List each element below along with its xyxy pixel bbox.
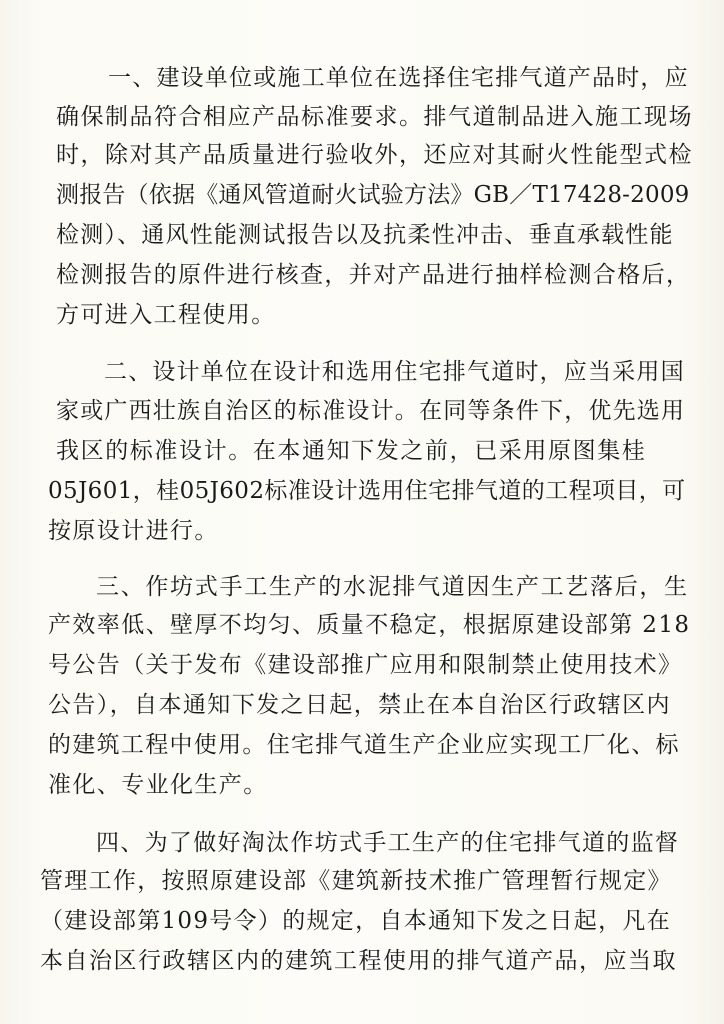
text-line: 05J601，桂05J602标准设计选用住宅排气道的工程项目，可 bbox=[48, 478, 686, 504]
text-line: 检测）、通风性能测试报告以及抗柔性冲击、垂直承载性能 bbox=[56, 222, 674, 248]
text-line: 时，除对其产品质量进行验收外，还应对其耐火性能型式检 bbox=[56, 142, 693, 168]
text-line: 方可进入工程使用。 bbox=[56, 302, 276, 328]
text-line: 号公告（关于发布《建设部推广应用和限制禁止使用技术》 bbox=[48, 652, 683, 678]
text-line: 检测报告的原件进行核查，并对产品进行抽样检测合格后， bbox=[56, 262, 691, 288]
text-line: 三、作坊式手工生产的水泥排气道因生产工艺落后，生 bbox=[96, 574, 689, 600]
text-line: 按原设计进行。 bbox=[48, 518, 219, 544]
text-line: 公告），自本通知下发之日起，禁止在本自治区行政辖区内 bbox=[48, 692, 671, 718]
text-line: 确保制品符合相应产品标准要求。排气道制品进入施工现场 bbox=[56, 104, 693, 130]
text-line: 管理工作，按照原建设部《建筑新技术推广管理暂行规定》 bbox=[40, 868, 672, 894]
text-line: 家或广西壮族自治区的标准设计。在同等条件下，优先选用 bbox=[56, 398, 686, 424]
text-line: 产效率低、壁厚不均匀、质量不稳定，根据原建设部第 218 bbox=[48, 612, 691, 638]
text-line: 我区的标准设计。在本通知下发之前，已采用原图集桂 bbox=[56, 438, 647, 464]
text-line: 二、设计单位在设计和选用住宅排气道时，应当采用国 bbox=[104, 359, 685, 385]
text-line: 的建筑工程中使用。住宅排气道生产企业应实现工厂化、标 bbox=[48, 732, 680, 758]
text-line: 准化、专业化生产。 bbox=[48, 772, 268, 798]
text-line: （建设部第109号令）的规定，自本通知下发之日起，凡在 bbox=[40, 908, 671, 934]
text-line: 一、建设单位或施工单位在选择住宅排气道产品时，应 bbox=[108, 65, 689, 91]
text-line: 测报告（依据《通风管道耐火试验方法》GB／T17428-2009 bbox=[56, 182, 690, 208]
text-line: 四、为了做好淘汰作坊式手工生产的住宅排气道的监督 bbox=[96, 830, 680, 856]
text-line: 本自治区行政辖区内的建筑工程使用的排气道产品，应当取 bbox=[40, 948, 677, 974]
